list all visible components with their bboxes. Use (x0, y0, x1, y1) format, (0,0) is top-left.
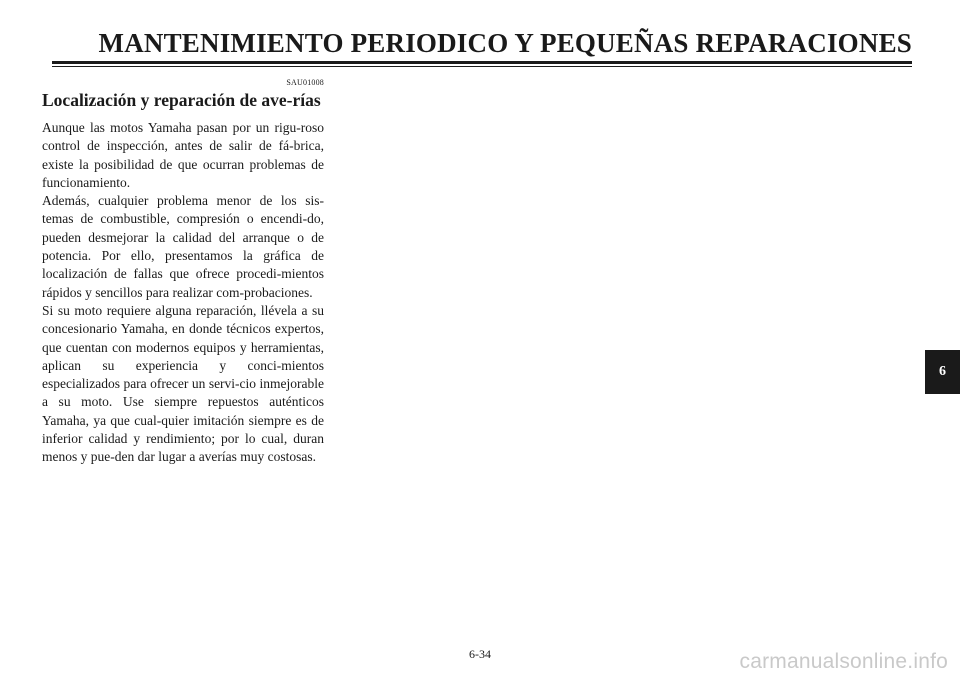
section-heading: Localización y reparación de ave-rías (42, 90, 321, 110)
text-column (42, 78, 324, 467)
page-number: 6-34 (469, 647, 491, 661)
header-rule-thin (52, 66, 912, 67)
section-code: SAU01008 (286, 78, 324, 87)
chapter-tab: 6 (925, 350, 960, 394)
paragraph-troubleshooting: Además, cualquier problema menor de los sis-temas de combustible, compresión o encendi-do, pueden desmejorar la calidad del arranque o de potencia. Por ello, presentamos la gráfica de localización de fallas que ofrece procedi-mientos rápidos y sencillos para realizar com-probaciones. (42, 193, 324, 300)
header-rule-thick (52, 61, 912, 64)
paragraph-inspection: Aunque las motos Yamaha pasan por un rigu-roso control de inspección, antes de salir de fá-brica, existe la posibilidad de que ocurran problemas de funcionamiento. (42, 120, 324, 190)
page-header-title: MANTENIMIENTO PERIODICO Y PEQUEÑAS REPARACIONES (98, 28, 912, 58)
watermark: carmanualsonline.info (739, 650, 948, 673)
paragraph-dealer-repair: Si su moto requiere alguna reparación, llévela a su concesionario Yamaha, en donde técnicos expertos, que cuentan con modernos equipos y herramientas, aplican su experiencia y conci-mientos especializados para ofrecer un servi-cio inmejorable a su moto. Use siempre repuestos auténticos Yamaha, ya que cual-quier imitación siempre es de inferior calidad y rendimiento; por lo cual, duran menos y pue-den dar lugar a averías muy costosas. (42, 302, 324, 465)
